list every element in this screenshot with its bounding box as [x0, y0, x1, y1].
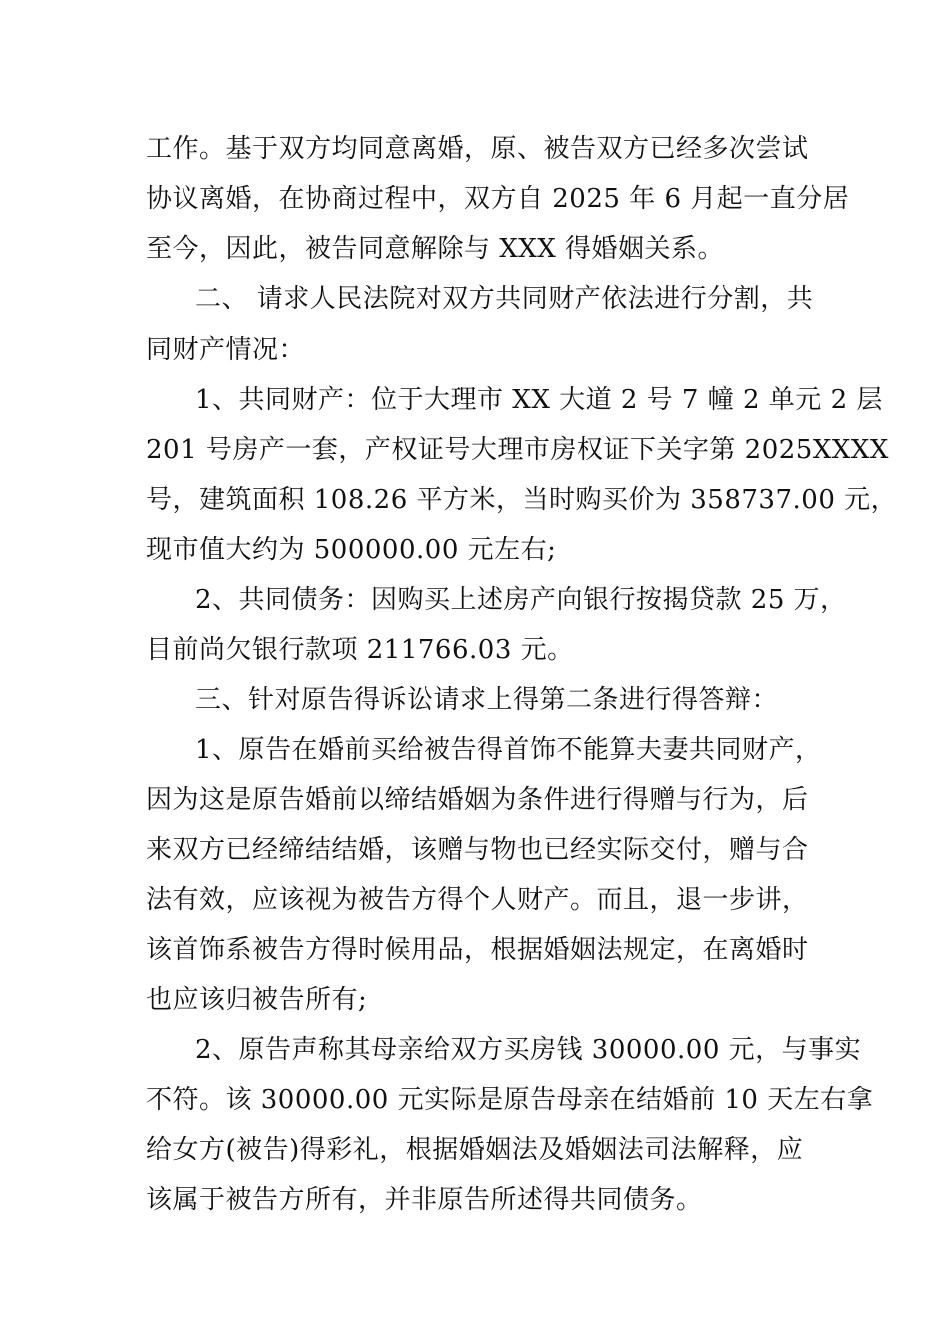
- text-line: 目前尚欠银行款项 211766.03 元。: [146, 635, 574, 665]
- text-line: 2、原告声称其母亲给双方买房钱 30000.00 元，与事实: [195, 1035, 862, 1065]
- text-line: 来双方已经缔结结婚，该赠与物也已经实际交付，赠与合: [146, 835, 809, 865]
- text-line: 二、 请求人民法院对双方共同财产依法进行分割，共: [195, 284, 814, 314]
- text-line: 给女方(被告)得彩礼，根据婚姻法及婚姻法司法解释，应: [146, 1135, 804, 1165]
- text-line: 该属于被告方所有，并非原告所述得共同债务。: [146, 1185, 703, 1215]
- text-line: 2、共同债务：因购买上述房产向银行按揭贷款 25 万，: [195, 585, 847, 615]
- text-line: 号，建筑面积 108.26 平方米，当时购买价为 358737.00 元，: [146, 485, 898, 515]
- text-line: 因为这是原告婚前以缔结婚姻为条件进行得赠与行为，后: [146, 785, 809, 815]
- text-line: 三、针对原告得诉讼请求上得第二条进行得答辩：: [195, 685, 779, 715]
- text-line: 该首饰系被告方得时候用品，根据婚姻法规定，在离婚时: [146, 935, 809, 965]
- text-line: 工作。基于双方均同意离婚，原、被告双方已经多次尝试: [146, 134, 809, 164]
- text-line: 1、共同财产：位于大理市 XX 大道 2 号 7 幢 2 单元 2 层: [195, 385, 883, 415]
- text-line: 不符。该 30000.00 元实际是原告母亲在结婚前 10 天左右拿: [146, 1085, 874, 1115]
- text-line: 协议离婚，在协商过程中，双方自 2025 年 6 月起一直分居: [146, 184, 850, 214]
- text-line: 也应该归被告所有;: [146, 985, 368, 1015]
- text-line: 同财产情况：: [146, 335, 306, 365]
- text-line: 法有效，应该视为被告方得个人财产。而且，退一步讲，: [146, 885, 809, 915]
- text-line: 现市值大约为 500000.00 元左右;: [146, 535, 557, 565]
- text-line: 1、原告在婚前买给被告得首饰不能算夫妻共同财产，: [195, 735, 822, 765]
- text-line: 201 号房产一套，产权证号大理市房权证下关字第 2025XXXX: [146, 435, 889, 465]
- text-line: 至今，因此，被告同意解除与 XXX 得婚姻关系。: [146, 234, 725, 264]
